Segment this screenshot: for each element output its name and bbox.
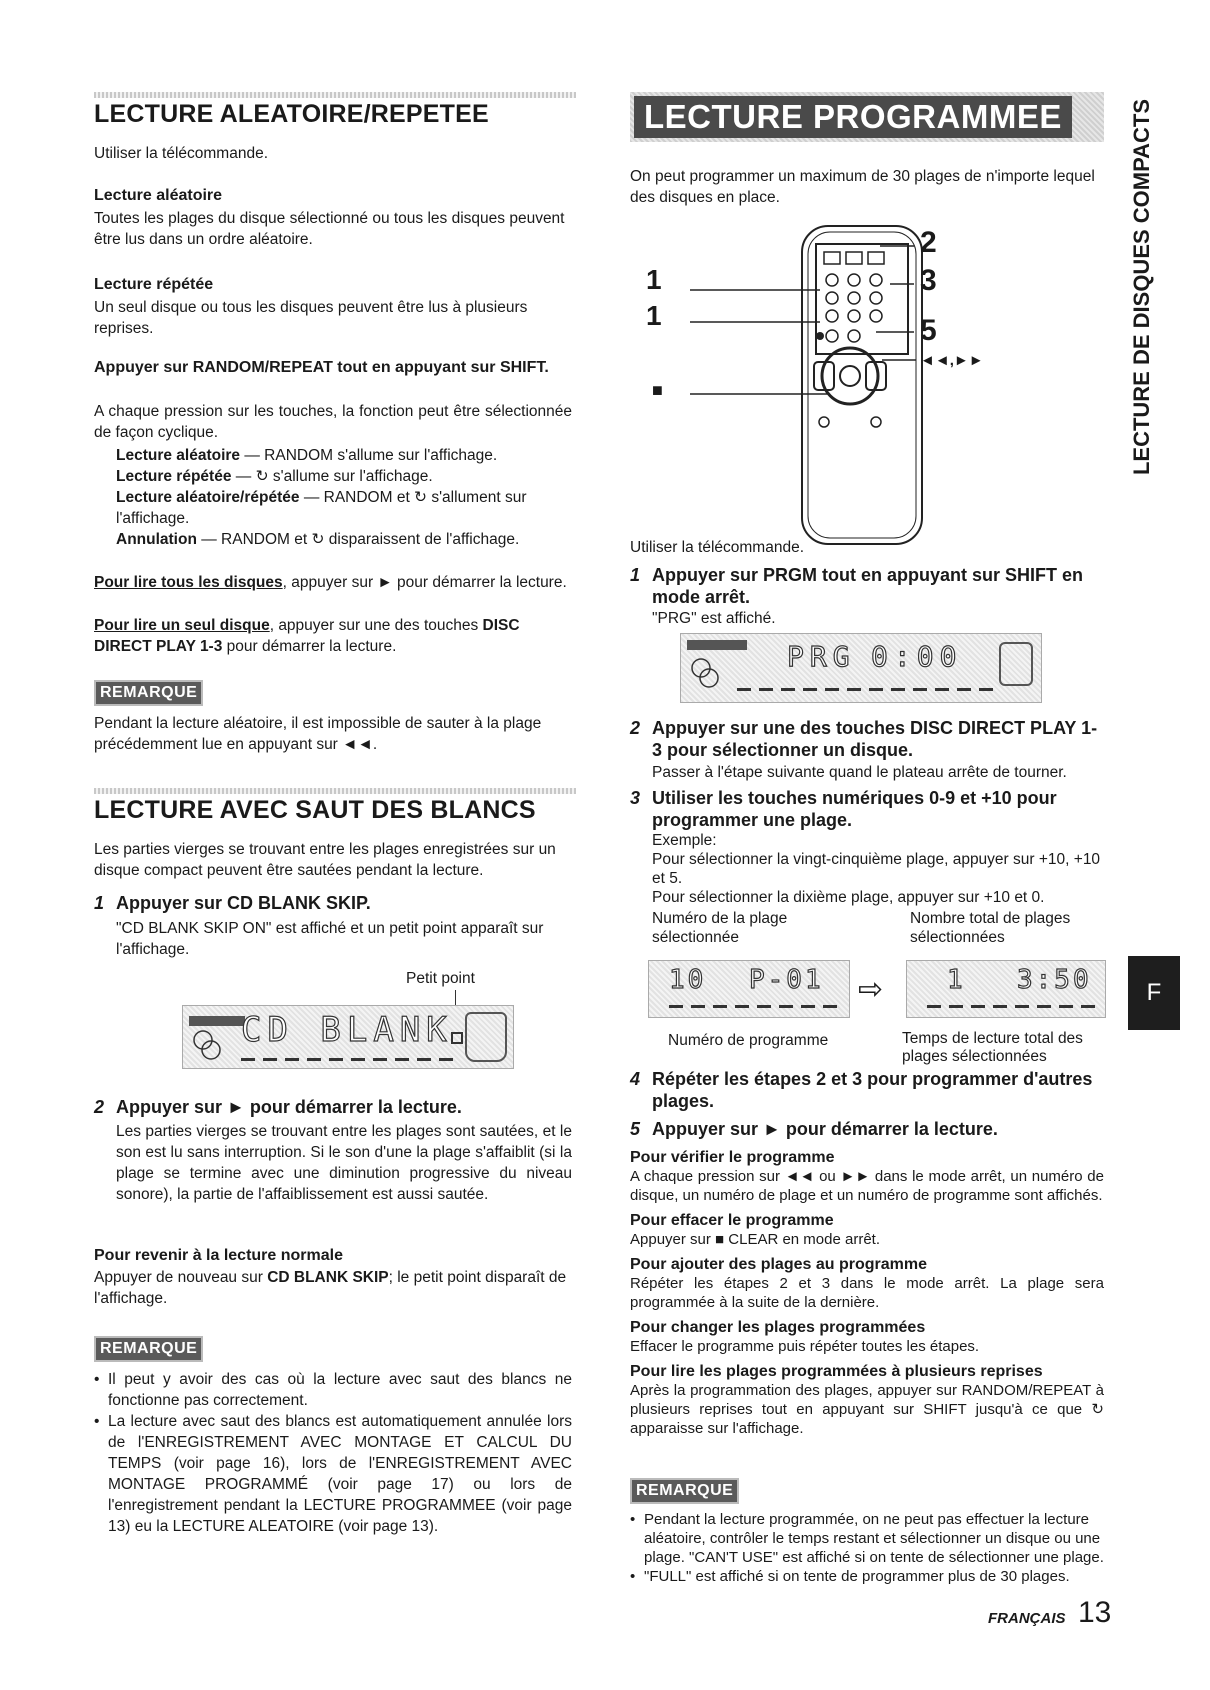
remote-label-2: 2 [920,226,937,259]
list-item: • Pendant la lecture programmée, on ne peut pas effectuer la lecture aléatoire, contrôler le temps restant et sélectionner un disque ou une plage. "CAN'T USE" est affiché si on tente de sélectionner une plage. [630,1510,1104,1567]
program-step-2: 2 Appuyer sur une des touches DISC DIRECT PLAY 1-3 pour sélectionner un disque. [630,718,1098,760]
lcd-a-track: 10 [669,965,707,995]
program-step-1: 1 Appuyer sur PRGM tout en appuyant sur SHIFT en mode arrêt. [630,565,1084,607]
use-remote-text: Utiliser la télécommande. [630,539,805,556]
diagram-label-selected-track: Numéro de la plage sélectionnée [652,910,788,946]
program-step-2-text: Passer à l'étape suivante quand le plateau arrête de tourner. [652,764,1067,781]
program-step-3: 3 Utiliser les touches numériques 0-9 et +10 pour programmer une plage. [630,788,1057,830]
remote-label-1b: 1 [646,300,662,331]
lcd-dashes [669,1005,839,1008]
random-text: Toutes les plages du disque sélectionné ou tous les disques peuvent être lus dans un ordre aléatoire. [94,210,565,248]
program-step-3-text: Exemple: Pour sélectionner la vingt-cinquième plage, appuyer sur +10, +10 et 5. Pour sélectionner la dixième plage, appuyer sur +10 et 0. [652,832,1101,906]
disc-icon [189,1028,229,1062]
remote-label-3: 3 [920,264,937,297]
remarque-text: Pendant la lecture aléatoire, il est impossible de sauter à la plage précédemment lue en appuyant sur ◄◄. [94,715,542,753]
lcd-a-program: P-01 [749,965,824,995]
one-disc-text: Pour lire un seul disque, appuyer sur une des touches DISC DIRECT PLAY 1-3 pour démarrer la lecture. [94,617,520,655]
lcd-indicator [687,640,747,650]
diagram-lcd-b [906,960,1106,1018]
change-text: Effacer le programme puis répéter toutes les étapes. [630,1338,980,1355]
normal-heading: Pour revenir à la lecture normale [94,1247,343,1264]
mode-item: Lecture aléatoire/répétée — RANDOM et ↻ s'allument sur l'affichage. [116,489,527,527]
list-item: • La lecture avec saut des blancs est automatiquement annulée lors de l'ENREGISTREMENT AVEC MONTAGE ET CALCUL DU TEMPS (voir page 16), lors de l'ENREGISTREMENT AVEC MONTAGE PROGRAMMÉ (voir page 17) ou lors de l'enregistrement pendant la LECTURE PROGRAMMEE (voir page 13) eu la LECTURE ALEATOIRE (voir page 13). [94,1411,572,1537]
stop-icon: ■ [652,380,663,400]
section-title-blank-skip: LECTURE AVEC SAUT DES BLANCS [94,796,536,824]
normal-text: Appuyer de nouveau sur CD BLANK SKIP; le petit point disparaît de l'affichage. [94,1269,567,1307]
lcd-dashes [737,688,997,691]
disc-icon [687,656,727,690]
remarque-badge: REMARQUE [630,1478,739,1504]
section-title-random-repeat: LECTURE ALEATOIRE/REPETEE [94,100,489,128]
repeat-program-text: Après la programmation des plages, appuyer sur RANDOM/REPEAT à plusieurs reprises tout en appuyant sur SHIFT jusqu'à ce que ↻ apparaisse sur l'affichage. [630,1382,1104,1437]
diagram-label-total-tracks: Nombre total de plages sélectionnées [910,910,1071,946]
lcd-b-count: 1 [947,965,966,995]
mode-item: Lecture aléatoire — RANDOM s'allume sur l'affichage. [116,447,498,464]
blank-step-2: 2 Appuyer sur ► pour démarrer la lecture. [94,1097,462,1117]
lcd-text: CD BLANK [241,1010,453,1050]
lcd-segment-box [465,1012,507,1062]
program-notes [630,1510,1104,1586]
check-heading: Pour vérifier le programme [630,1149,835,1166]
change-heading: Pour changer les plages programmées [630,1319,926,1336]
diagram-label-total-time: Temps de lecture total des plages sélectionnées [902,1030,1083,1065]
lcd-prg-text: PRG [787,640,856,673]
erase-heading: Pour effacer le programme [630,1212,834,1229]
intro-text: Utiliser la télécommande. [94,145,269,162]
remote-control [690,214,1050,554]
add-heading: Pour ajouter des plages au programme [630,1256,927,1273]
blank-notes [94,1369,572,1537]
list-item: • Il peut y avoir des cas où la lecture avec saut des blancs ne fonctionne pas correctement. [94,1369,572,1411]
skip-icons: ◄◄,►► [920,352,984,369]
mode-list [116,445,574,550]
blank-lcd-display [182,1005,514,1069]
page-number: 13 [1078,1596,1112,1629]
blank-intro: Les parties vierges se trouvant entre les plages enregistrées sur un disque compact peuvent être sautées pendant la lecture. [94,841,556,879]
petit-point-dot [451,1032,463,1044]
mode-item: Annulation — RANDOM et ↻ disparaissent de l'affichage. [116,531,520,548]
press-text: A chaque pression sur les touches, la fonction peut être sélectionnée de façon cyclique. [94,403,572,441]
prg-lcd-display [680,633,1042,703]
remote-label-5: 5 [920,314,937,347]
section-rule [94,92,576,98]
program-step-4: 4 Répéter les étapes 2 et 3 pour programmer d'autres plages. [630,1069,1093,1111]
repeat-text: Un seul disque ou tous les disques peuvent être lus à plusieurs reprises. [94,299,528,337]
side-tab [1120,94,1164,480]
diagram-label-program-number: Numéro de programme [668,1032,829,1049]
lcd-time: 0:00 [871,640,963,673]
lcd-dashes [241,1058,461,1061]
repeat-program-heading: Pour lire les plages programmées à plusieurs reprises [630,1363,1043,1380]
program-step-1-text: "PRG" est affiché. [652,610,776,627]
random-heading: Lecture aléatoire [94,187,223,204]
diagram-lcd-a [648,960,850,1018]
side-tab-text: LECTURE DE DISQUES COMPACTS [1129,98,1154,476]
title-band [630,92,1104,142]
lcd-dashes [927,1005,1097,1008]
remarque-badge: REMARQUE [94,1336,203,1362]
lcd-indicator [189,1016,245,1026]
footer-language: FRANÇAIS [988,1610,1066,1627]
arrow-right-icon: ⇨ [858,973,884,1006]
program-title: LECTURE PROGRAMMEE [634,96,1072,138]
program-tips [630,1148,1104,1438]
lcd-b-time: 3:50 [1017,965,1092,995]
press-heading: Appuyer sur RANDOM/REPEAT tout en appuyant sur SHIFT. [94,359,549,376]
repeat-heading: Lecture répétée [94,276,214,293]
blank-step-1: 1 Appuyer sur CD BLANK SKIP. [94,893,371,913]
lcd-segment-box [999,642,1033,686]
erase-text: Appuyer sur ■ CLEAR en mode arrêt. [630,1231,881,1248]
petit-point-label: Petit point [406,970,475,987]
program-intro: On peut programmer un maximum de 30 plages de n'importe lequel des disques en place. [630,168,1095,206]
blank-step-2-text: Les parties vierges se trouvant entre les plages sont sautées, et le son est lu sans interruption. Si le son d'une la plage s'affaiblit (si la plage se termine avec une diminution progressive du niveau sonore), la partie de l'affaiblissement est aussi sautée. [116,1123,572,1203]
remarque-badge: REMARQUE [94,680,203,706]
remote-label-1: 1 [646,264,662,295]
section-rule [94,788,576,794]
language-tab: F [1128,956,1180,1030]
mode-item: Lecture répétée — ↻ s'allume sur l'affichage. [116,468,433,485]
check-text: A chaque pression sur ◄◄ ou ►► dans le mode arrêt, un numéro de disque, un numéro de plage et un numéro de programme sont affichés. [630,1168,1104,1204]
blank-step-1-text: "CD BLANK SKIP ON" est affiché et un petit point apparaît sur l'affichage. [116,920,544,958]
add-text: Répéter les étapes 2 et 3 dans le mode arrêt. La plage sera programmée à la suite de la dernière. [630,1275,1104,1311]
list-item: • "FULL" est affiché si on tente de programmer plus de 30 plages. [630,1567,1104,1586]
all-discs-text: Pour lire tous les disques, appuyer sur ► pour démarrer la lecture. [94,574,567,591]
program-step-5: 5 Appuyer sur ► pour démarrer la lecture. [630,1119,998,1139]
remote-illustration [646,214,1050,554]
